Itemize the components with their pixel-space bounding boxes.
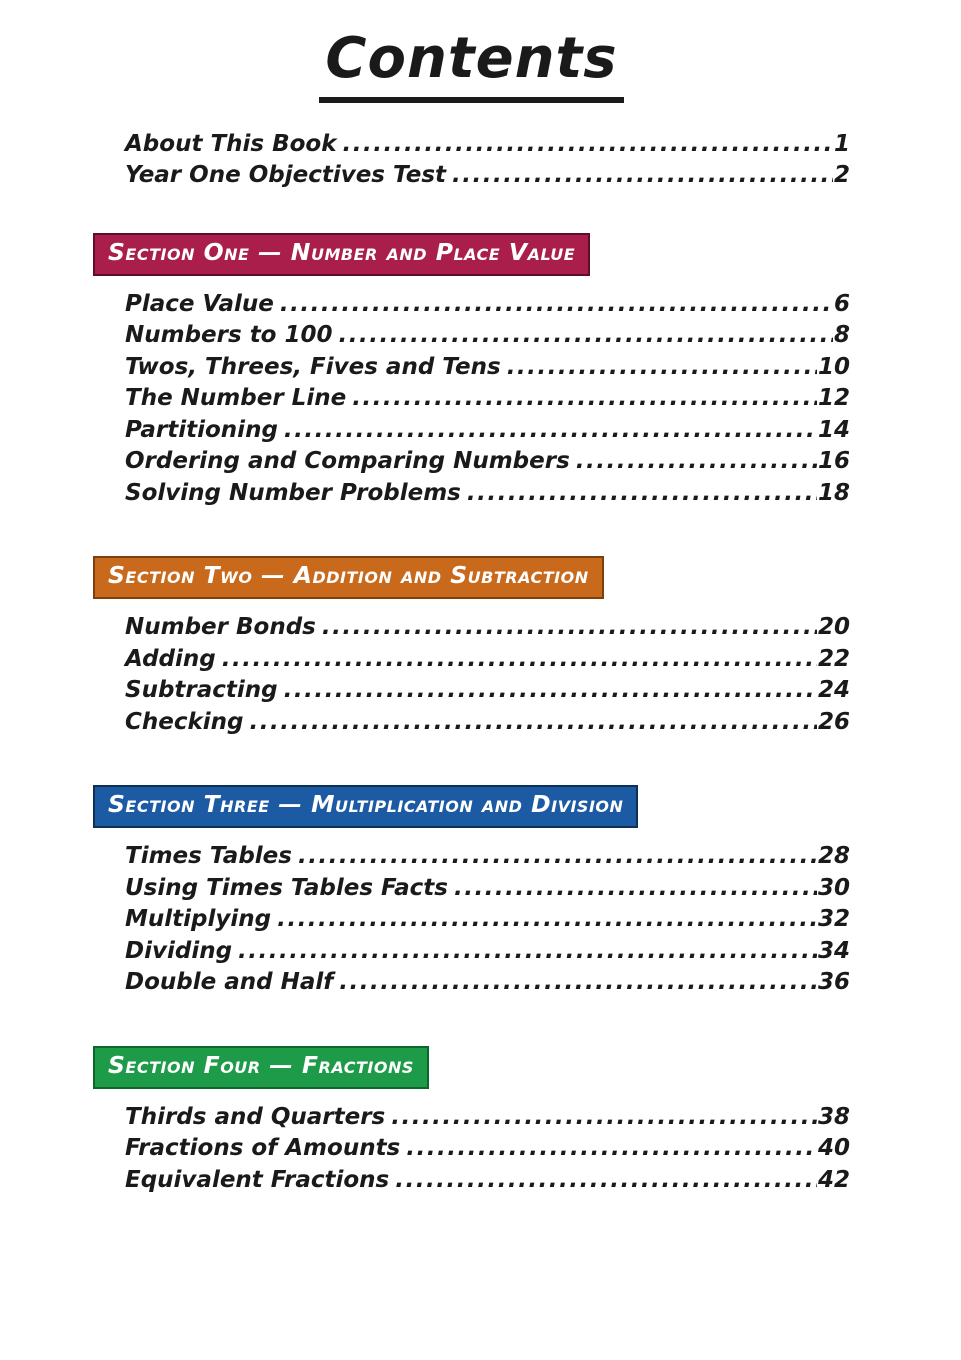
toc-entry-page-number: 32 [817,906,850,933]
dot-leader [277,904,817,936]
toc-entry [125,129,850,161]
toc-entry [125,707,850,739]
toc-entry-label: Multiplying [125,906,272,933]
dot-leader [222,644,817,676]
toc-entry-page-number: 1 [833,130,850,157]
dot-leader [322,612,817,644]
section-banner-label: Section Three — Multiplication and Division [108,790,624,819]
toc-entry-page-number: 18 [817,479,850,506]
section-banner-label: Section Four — Fractions [108,1050,414,1079]
toc-entry [125,904,850,936]
toc-entry-label: Adding [125,645,216,672]
toc-entry [125,415,850,447]
dot-leader [352,383,817,415]
toc-entry [125,478,850,510]
toc-entry-page-number: 22 [817,645,850,672]
toc-entry-label: Times Tables [125,843,292,870]
dot-leader [284,675,817,707]
toc-entry-page-number: 16 [817,448,850,475]
toc-entry-page-number: 8 [833,322,850,349]
toc-entry [125,675,850,707]
dot-leader [576,446,817,478]
toc-entry-label: Number Bonds [125,614,316,641]
table-of-contents [93,129,850,1197]
toc-entry [125,644,850,676]
toc-section [93,1046,850,1197]
dot-leader [339,967,817,999]
dot-leader [391,1102,817,1134]
dot-leader [280,289,833,321]
toc-entry [125,289,850,321]
section-banner-label: Section One — Number and Place Value [108,237,576,266]
toc-section [93,233,850,510]
toc-entry [125,352,850,384]
dot-leader [298,841,817,873]
toc-entry [125,1102,850,1134]
dot-leader [339,320,833,352]
dot-leader [343,129,833,161]
section-banner-label: Section Two — Addition and Subtraction [108,561,589,590]
section-banner [93,785,638,828]
toc-entry-label: Year One Objectives Test [125,162,447,189]
toc-entry-label: Checking [125,708,244,735]
toc-entry-label: Using Times Tables Facts [125,874,448,901]
section-banner [93,556,604,599]
toc-entry-page-number: 36 [817,969,850,996]
toc-entry [125,446,850,478]
toc-entry-page-number: 34 [817,937,850,964]
section-entries [93,289,850,510]
section-entries [93,841,850,999]
dot-leader [284,415,817,447]
toc-entry-label: Place Value [125,290,274,317]
section-entries [93,612,850,738]
toc-entry-page-number: 28 [817,843,850,870]
toc-entry-label: About This Book [125,130,337,157]
page-title: Contents [319,30,623,103]
toc-entry-label: Thirds and Quarters [125,1103,386,1130]
toc-entry-label: Subtracting [125,677,278,704]
toc-entry-page-number: 10 [817,353,850,380]
toc-entry-label: Solving Number Problems [125,479,461,506]
intro-entries [93,129,850,192]
toc-entry-label: Partitioning [125,416,278,443]
toc-entry-page-number: 6 [833,290,850,317]
toc-entry-page-number: 30 [817,874,850,901]
dot-leader [452,160,833,192]
dot-leader [395,1165,817,1197]
toc-entry-page-number: 40 [817,1135,850,1162]
dot-leader [250,707,817,739]
dot-leader [507,352,817,384]
toc-section [93,556,850,738]
section-banner [93,233,590,276]
toc-entry [125,612,850,644]
toc-entry-label: Fractions of Amounts [125,1135,401,1162]
section-entries [93,1102,850,1197]
dot-leader [454,873,817,905]
toc-entry-page-number: 20 [817,614,850,641]
toc-entry-page-number: 38 [817,1103,850,1130]
toc-entry [125,1165,850,1197]
toc-entry [125,383,850,415]
toc-entry-page-number: 12 [817,385,850,412]
toc-entry-page-number: 26 [817,708,850,735]
toc-entry-page-number: 14 [817,416,850,443]
dot-leader [406,1133,817,1165]
toc-entry [125,967,850,999]
section-banner [93,1046,429,1089]
sections [93,233,850,1197]
toc-entry-label: Dividing [125,937,233,964]
dot-leader [238,936,817,968]
toc-entry [125,320,850,352]
toc-entry [125,1133,850,1165]
toc-entry-label: Equivalent Fractions [125,1166,390,1193]
toc-entry-label: Numbers to 100 [125,322,333,349]
toc-entry-label: Ordering and Comparing Numbers [125,448,570,475]
toc-entry-page-number: 24 [817,677,850,704]
toc-entry-page-number: 2 [833,162,850,189]
toc-entry-page-number: 42 [817,1166,850,1193]
toc-entry [125,841,850,873]
toc-entry [125,160,850,192]
toc-section [93,785,850,999]
toc-entry-label: The Number Line [125,385,347,412]
toc-entry [125,873,850,905]
toc-entry [125,936,850,968]
toc-entry-label: Double and Half [125,969,334,996]
dot-leader [467,478,817,510]
toc-entry-label: Twos, Threes, Fives and Tens [125,353,501,380]
